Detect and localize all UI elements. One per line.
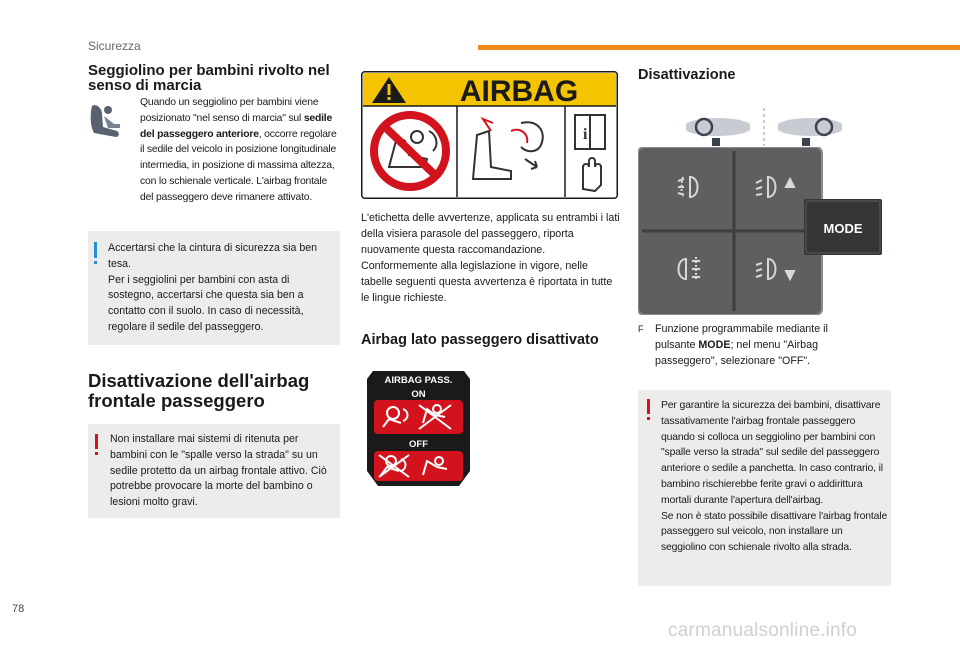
warning-box-left: [88, 424, 340, 518]
plate-off-label: OFF: [409, 439, 428, 450]
plate-on-label: ON: [411, 389, 426, 400]
seat-text-part-2: , occorre regolare il sedile del veicolo in posizione longitudinale intermedia, in posizione di massima altezza, con lo schienale verticale. L'airbag frontale del passeggero deve rimanere attivato.: [140, 128, 337, 203]
section-title: Sicurezza: [88, 39, 141, 53]
info-marker-icon: [94, 242, 97, 258]
label-paragraph: L'etichetta delle avvertenze, applicata su entrambi i lati della visiera parasole del passeggero, riporta nuovamente questa raccomandazione. Conformemente alla legislazione in vigore, nelle tabelle seguenti questa avvertenza è riportata in tutte le lingue richieste.: [361, 212, 620, 304]
bullet-text: [655, 322, 865, 370]
info-box-text: Accertarsi che la cintura di sicurezza sia ben tesa. Per i seggiolini per bambini con asta di sostegno, accertarsi che questa sia ben a contatto con il suolo. In caso di necessità, regolare il sedile del passeggero.: [108, 242, 318, 333]
airbag-warning-label: [361, 71, 618, 199]
no-rear-facing-seat-icon: [374, 115, 446, 187]
bullet-text-part-1: Funzione programmabile mediante il pulsante: [655, 323, 828, 351]
deactivation-title: Disattivazione dell'airbag frontale passeggero: [88, 370, 310, 411]
airbag-label-word: AIRBAG: [459, 75, 579, 108]
bullet-text-part-2: ; nel menu "Airbag passeggero", selezionare "OFF".: [655, 338, 819, 367]
deactivation-subtitle: Disattivazione: [638, 67, 736, 83]
warning-marker-icon: [95, 434, 98, 449]
child-seat-icon: [86, 100, 126, 142]
warning-box-right: [638, 390, 891, 586]
switch-panel: [638, 147, 882, 315]
header-accent-bar: [478, 45, 960, 50]
bullet-symbol: F: [638, 324, 644, 334]
plate-title: AIRBAG PASS.: [384, 375, 453, 386]
airbag-pass-title: Airbag lato passeggero disattivato: [361, 332, 599, 348]
mode-button-label: MODE: [823, 221, 863, 236]
page-number: 78: [12, 603, 25, 615]
left-hand-drive-icon: [686, 118, 750, 146]
airbag-pass-indicator: [367, 371, 470, 486]
warning-box-left-text: Non installare mai sistemi di ritenuta per bambini con le "spalle verso la strada" su un sedile protetto da un airbag frontale attivo. Ciò potrebbe provocare la morte del bambino o lesioni molto gravi.: [110, 433, 327, 509]
seat-section-title: Seggiolino per bambini rivolto nel senso di marcia: [88, 62, 330, 94]
bullet-text-bold: MODE: [698, 338, 731, 351]
seat-text-part-1: Quando un seggiolino per bambini viene posizionato "nel senso di marcia" sul: [140, 97, 319, 124]
svg-text:i: i: [583, 126, 588, 143]
steering-position-icons: [684, 108, 844, 146]
right-hand-drive-icon: [778, 118, 842, 146]
info-box: [88, 231, 340, 345]
warning-marker-icon: [647, 399, 650, 414]
warning-box-right-text: Per garantire la sicurezza dei bambini, disattivare tassativamente l'airbag frontale passeggero quando si colloca un seggiolino per bambini con "spalle verso la strada" sul sedile del passeggero anteriore o sedile a panchetta. In caso contrario, il bambino rischierebbe ferite gravi o addirittura mortali durante l'apertura dell'airbag. Se non è stato possibile disattivare l'airbag frontale passeggero sul veicolo, non installare un seggiolino con schienale rivolto alla strada.: [661, 400, 888, 554]
watermark: carmanualsonline.info: [668, 620, 858, 641]
seat-text-bold: sedile del passeggero anteriore: [140, 112, 333, 140]
seat-paragraph: [140, 95, 342, 206]
